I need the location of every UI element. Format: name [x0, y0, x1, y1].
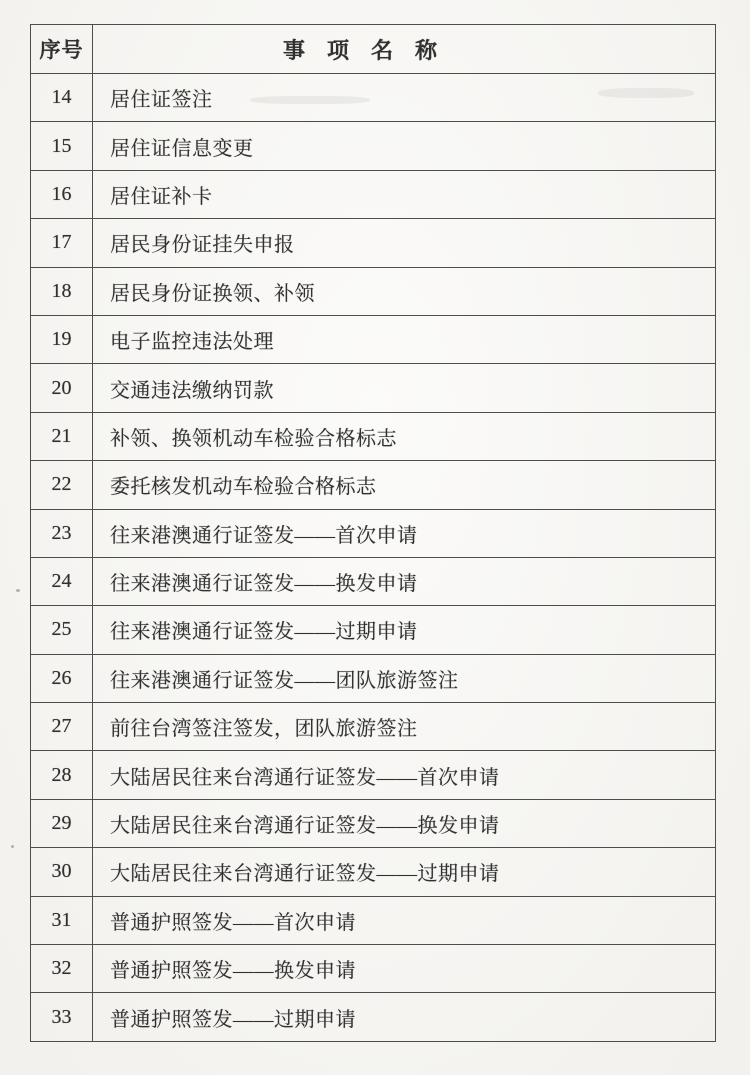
scan-smudge: [598, 88, 694, 98]
row-serial-number: 23: [31, 509, 93, 557]
table-row: [31, 219, 716, 267]
items-table: [30, 24, 716, 1042]
row-item-name: 补领、换领机动车检验合格标志: [93, 412, 716, 460]
scan-smudge: [250, 96, 370, 104]
table-row: [31, 993, 716, 1041]
row-serial-number: 20: [31, 364, 93, 412]
row-item-name: 往来港澳通行证签发——换发申请: [93, 557, 716, 605]
row-item-name: 往来港澳通行证签发——首次申请: [93, 509, 716, 557]
row-item-name: 前往台湾签注签发，团队旅游签注: [93, 703, 716, 751]
row-serial-number: 16: [31, 170, 93, 218]
row-serial-number: 24: [31, 557, 93, 605]
row-item-name: 居民身份证换领、补领: [93, 267, 716, 315]
row-item-name: 居住证签注: [93, 74, 716, 122]
scan-speck: [16, 589, 20, 592]
row-serial-number: 14: [31, 74, 93, 122]
row-item-name: 普通护照签发——过期申请: [93, 993, 716, 1041]
row-item-name: 交通违法缴纳罚款: [93, 364, 716, 412]
row-serial-number: 19: [31, 315, 93, 363]
row-serial-number: 25: [31, 606, 93, 654]
row-serial-number: 21: [31, 412, 93, 460]
table-row: [31, 654, 716, 702]
scan-speck: [11, 845, 15, 849]
table-row: [31, 751, 716, 799]
table-row: [31, 122, 716, 170]
row-serial-number: 33: [31, 993, 93, 1041]
row-item-name: 往来港澳通行证签发——过期申请: [93, 606, 716, 654]
table-row: [31, 945, 716, 993]
table-row: [31, 315, 716, 363]
table-row: [31, 364, 716, 412]
table-row: [31, 703, 716, 751]
row-serial-number: 18: [31, 267, 93, 315]
row-serial-number: 26: [31, 654, 93, 702]
table-row: [31, 557, 716, 605]
table-row: [31, 896, 716, 944]
table-row: [31, 509, 716, 557]
row-item-name: 普通护照签发——换发申请: [93, 945, 716, 993]
row-item-name: 大陆居民往来台湾通行证签发——首次申请: [93, 751, 716, 799]
table-row: [31, 461, 716, 509]
row-item-name: 居民身份证挂失申报: [93, 219, 716, 267]
column-header-item-name: 事 项 名 称: [93, 25, 716, 74]
row-serial-number: 28: [31, 751, 93, 799]
row-serial-number: 32: [31, 945, 93, 993]
table-row: [31, 267, 716, 315]
header-row: [31, 25, 716, 74]
table-row: [31, 799, 716, 847]
table-row: [31, 606, 716, 654]
table-row: [31, 848, 716, 896]
row-serial-number: 15: [31, 122, 93, 170]
table-body: [31, 74, 716, 1042]
row-serial-number: 29: [31, 799, 93, 847]
row-item-name: 委托核发机动车检验合格标志: [93, 461, 716, 509]
row-item-name: 居住证补卡: [93, 170, 716, 218]
row-serial-number: 31: [31, 896, 93, 944]
row-serial-number: 22: [31, 461, 93, 509]
row-serial-number: 17: [31, 219, 93, 267]
row-serial-number: 27: [31, 703, 93, 751]
row-item-name: 大陆居民往来台湾通行证签发——换发申请: [93, 799, 716, 847]
table-row: [31, 170, 716, 218]
row-item-name: 往来港澳通行证签发——团队旅游签注: [93, 654, 716, 702]
table-row: [31, 412, 716, 460]
row-item-name: 居住证信息变更: [93, 122, 716, 170]
table-row: [31, 74, 716, 122]
row-item-name: 普通护照签发——首次申请: [93, 896, 716, 944]
row-item-name: 大陆居民往来台湾通行证签发——过期申请: [93, 848, 716, 896]
column-header-serial-number: 序号: [31, 25, 93, 74]
row-item-name: 电子监控违法处理: [93, 315, 716, 363]
row-serial-number: 30: [31, 848, 93, 896]
